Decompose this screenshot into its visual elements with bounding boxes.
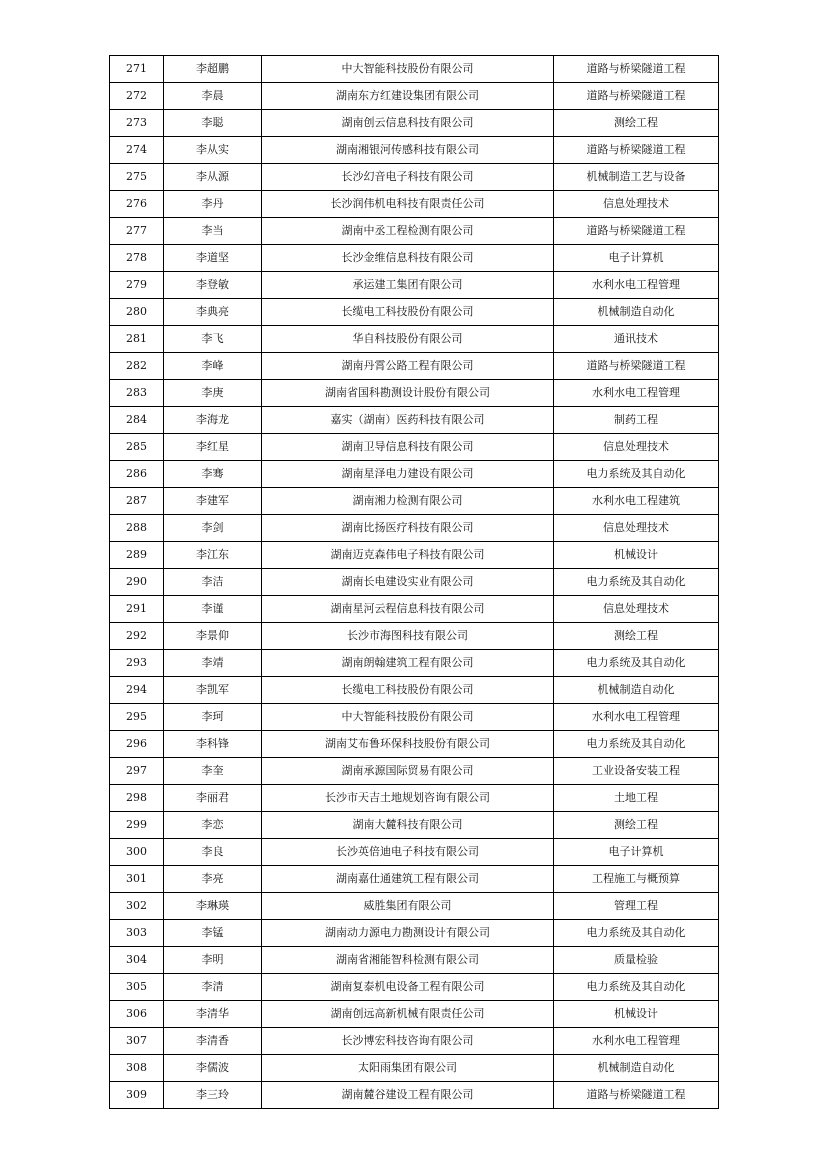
row-number-cell: 285 xyxy=(110,434,164,461)
row-number-cell: 289 xyxy=(110,542,164,569)
company-name-cell: 长沙市海图科技有限公司 xyxy=(262,623,554,650)
major-cell: 信息处理技术 xyxy=(554,191,719,218)
major-cell: 道路与桥梁隧道工程 xyxy=(554,218,719,245)
person-name-cell: 李丽君 xyxy=(164,785,262,812)
company-name-cell: 湖南星泽电力建设有限公司 xyxy=(262,461,554,488)
table-row xyxy=(110,569,719,596)
company-name-cell: 长缆电工科技股份有限公司 xyxy=(262,299,554,326)
row-number-cell: 291 xyxy=(110,596,164,623)
person-name-cell: 李琳瑛 xyxy=(164,893,262,920)
row-number-cell: 296 xyxy=(110,731,164,758)
major-cell: 测绘工程 xyxy=(554,623,719,650)
company-name-cell: 湖南湘银河传感科技有限公司 xyxy=(262,137,554,164)
company-name-cell: 长沙市天吉土地规划咨询有限公司 xyxy=(262,785,554,812)
person-name-cell: 李道坚 xyxy=(164,245,262,272)
person-name-cell: 李靖 xyxy=(164,650,262,677)
table-row xyxy=(110,893,719,920)
person-name-cell: 李景仰 xyxy=(164,623,262,650)
company-name-cell: 湖南省国科勘测设计股份有限公司 xyxy=(262,380,554,407)
table-row xyxy=(110,677,719,704)
row-number-cell: 288 xyxy=(110,515,164,542)
person-name-cell: 李明 xyxy=(164,947,262,974)
person-name-cell: 李珂 xyxy=(164,704,262,731)
person-name-cell: 李清 xyxy=(164,974,262,1001)
company-name-cell: 长沙英倍迪电子科技有限公司 xyxy=(262,839,554,866)
person-name-cell: 李骞 xyxy=(164,461,262,488)
row-number-cell: 283 xyxy=(110,380,164,407)
row-number-cell: 282 xyxy=(110,353,164,380)
row-number-cell: 293 xyxy=(110,650,164,677)
company-name-cell: 湖南丹霄公路工程有限公司 xyxy=(262,353,554,380)
table-row xyxy=(110,1001,719,1028)
row-number-cell: 304 xyxy=(110,947,164,974)
major-cell: 电力系统及其自动化 xyxy=(554,461,719,488)
row-number-cell: 280 xyxy=(110,299,164,326)
major-cell: 信息处理技术 xyxy=(554,515,719,542)
company-name-cell: 湖南湘力检测有限公司 xyxy=(262,488,554,515)
row-number-cell: 292 xyxy=(110,623,164,650)
company-name-cell: 长沙幻音电子科技有限公司 xyxy=(262,164,554,191)
row-number-cell: 273 xyxy=(110,110,164,137)
row-number-cell: 299 xyxy=(110,812,164,839)
person-name-cell: 李儒波 xyxy=(164,1055,262,1082)
company-name-cell: 湖南动力源电力勘测设计有限公司 xyxy=(262,920,554,947)
row-number-cell: 306 xyxy=(110,1001,164,1028)
major-cell: 电子计算机 xyxy=(554,839,719,866)
major-cell: 质量检验 xyxy=(554,947,719,974)
major-cell: 电力系统及其自动化 xyxy=(554,731,719,758)
company-name-cell: 湖南艾布鲁环保科技股份有限公司 xyxy=(262,731,554,758)
company-name-cell: 湖南迈克森伟电子科技有限公司 xyxy=(262,542,554,569)
table-row xyxy=(110,488,719,515)
person-name-cell: 李红星 xyxy=(164,434,262,461)
company-name-cell: 湖南中丞工程检测有限公司 xyxy=(262,218,554,245)
table-row xyxy=(110,434,719,461)
major-cell: 水利水电工程管理 xyxy=(554,704,719,731)
company-name-cell: 太阳雨集团有限公司 xyxy=(262,1055,554,1082)
major-cell: 电力系统及其自动化 xyxy=(554,650,719,677)
major-cell: 管理工程 xyxy=(554,893,719,920)
company-name-cell: 嘉实（湖南）医药科技有限公司 xyxy=(262,407,554,434)
row-number-cell: 294 xyxy=(110,677,164,704)
major-cell: 机械制造工艺与设备 xyxy=(554,164,719,191)
row-number-cell: 275 xyxy=(110,164,164,191)
major-cell: 水利水电工程管理 xyxy=(554,1028,719,1055)
person-name-cell: 李飞 xyxy=(164,326,262,353)
table-row xyxy=(110,812,719,839)
major-cell: 通讯技术 xyxy=(554,326,719,353)
company-name-cell: 湖南麓谷建设工程有限公司 xyxy=(262,1082,554,1109)
roster-table-body xyxy=(110,56,719,1109)
major-cell: 测绘工程 xyxy=(554,110,719,137)
major-cell: 电子计算机 xyxy=(554,245,719,272)
row-number-cell: 276 xyxy=(110,191,164,218)
person-name-cell: 李江东 xyxy=(164,542,262,569)
company-name-cell: 长沙博宏科技咨询有限公司 xyxy=(262,1028,554,1055)
major-cell: 道路与桥梁隧道工程 xyxy=(554,353,719,380)
person-name-cell: 李登敏 xyxy=(164,272,262,299)
row-number-cell: 281 xyxy=(110,326,164,353)
table-row xyxy=(110,947,719,974)
row-number-cell: 286 xyxy=(110,461,164,488)
company-name-cell: 中大智能科技股份有限公司 xyxy=(262,56,554,83)
table-row xyxy=(110,758,719,785)
table-row xyxy=(110,704,719,731)
person-name-cell: 李凯军 xyxy=(164,677,262,704)
row-number-cell: 300 xyxy=(110,839,164,866)
major-cell: 水利水电工程管理 xyxy=(554,380,719,407)
person-name-cell: 李谨 xyxy=(164,596,262,623)
row-number-cell: 274 xyxy=(110,137,164,164)
company-name-cell: 承运建工集团有限公司 xyxy=(262,272,554,299)
company-name-cell: 长缆电工科技股份有限公司 xyxy=(262,677,554,704)
company-name-cell: 湖南复泰机电设备工程有限公司 xyxy=(262,974,554,1001)
table-row xyxy=(110,191,719,218)
person-name-cell: 李剑 xyxy=(164,515,262,542)
major-cell: 制药工程 xyxy=(554,407,719,434)
major-cell: 机械制造自动化 xyxy=(554,677,719,704)
table-row xyxy=(110,596,719,623)
table-row xyxy=(110,1082,719,1109)
major-cell: 电力系统及其自动化 xyxy=(554,920,719,947)
table-row xyxy=(110,650,719,677)
roster-table xyxy=(109,55,719,1109)
major-cell: 机械制造自动化 xyxy=(554,299,719,326)
row-number-cell: 307 xyxy=(110,1028,164,1055)
table-row xyxy=(110,272,719,299)
company-name-cell: 湖南星河云程信息科技有限公司 xyxy=(262,596,554,623)
person-name-cell: 李庚 xyxy=(164,380,262,407)
table-row xyxy=(110,164,719,191)
table-row xyxy=(110,407,719,434)
major-cell: 工程施工与概预算 xyxy=(554,866,719,893)
table-row xyxy=(110,380,719,407)
major-cell: 电力系统及其自动化 xyxy=(554,974,719,1001)
row-number-cell: 303 xyxy=(110,920,164,947)
company-name-cell: 湖南卫导信息科技有限公司 xyxy=(262,434,554,461)
row-number-cell: 284 xyxy=(110,407,164,434)
table-row xyxy=(110,353,719,380)
person-name-cell: 李锰 xyxy=(164,920,262,947)
major-cell: 工业设备安装工程 xyxy=(554,758,719,785)
company-name-cell: 中大智能科技股份有限公司 xyxy=(262,704,554,731)
person-name-cell: 李晨 xyxy=(164,83,262,110)
person-name-cell: 李三玲 xyxy=(164,1082,262,1109)
table-row xyxy=(110,299,719,326)
person-name-cell: 李超鹏 xyxy=(164,56,262,83)
table-row xyxy=(110,731,719,758)
company-name-cell: 湖南创云信息科技有限公司 xyxy=(262,110,554,137)
person-name-cell: 李海龙 xyxy=(164,407,262,434)
major-cell: 机械设计 xyxy=(554,542,719,569)
row-number-cell: 308 xyxy=(110,1055,164,1082)
major-cell: 道路与桥梁隧道工程 xyxy=(554,1082,719,1109)
row-number-cell: 271 xyxy=(110,56,164,83)
company-name-cell: 湖南大麓科技有限公司 xyxy=(262,812,554,839)
person-name-cell: 李清华 xyxy=(164,1001,262,1028)
company-name-cell: 湖南承源国际贸易有限公司 xyxy=(262,758,554,785)
person-name-cell: 李从源 xyxy=(164,164,262,191)
person-name-cell: 李峰 xyxy=(164,353,262,380)
company-name-cell: 湖南朗翰建筑工程有限公司 xyxy=(262,650,554,677)
person-name-cell: 李当 xyxy=(164,218,262,245)
company-name-cell: 湖南嘉仕通建筑工程有限公司 xyxy=(262,866,554,893)
row-number-cell: 295 xyxy=(110,704,164,731)
row-number-cell: 297 xyxy=(110,758,164,785)
table-row xyxy=(110,137,719,164)
company-name-cell: 长沙金维信息科技有限公司 xyxy=(262,245,554,272)
row-number-cell: 305 xyxy=(110,974,164,1001)
table-row xyxy=(110,515,719,542)
person-name-cell: 李恋 xyxy=(164,812,262,839)
major-cell: 道路与桥梁隧道工程 xyxy=(554,83,719,110)
table-row xyxy=(110,218,719,245)
person-name-cell: 李亮 xyxy=(164,866,262,893)
major-cell: 道路与桥梁隧道工程 xyxy=(554,56,719,83)
person-name-cell: 李从实 xyxy=(164,137,262,164)
table-row xyxy=(110,785,719,812)
row-number-cell: 277 xyxy=(110,218,164,245)
table-row xyxy=(110,866,719,893)
row-number-cell: 278 xyxy=(110,245,164,272)
major-cell: 测绘工程 xyxy=(554,812,719,839)
major-cell: 机械制造自动化 xyxy=(554,1055,719,1082)
major-cell: 土地工程 xyxy=(554,785,719,812)
table-row xyxy=(110,542,719,569)
person-name-cell: 李洁 xyxy=(164,569,262,596)
major-cell: 电力系统及其自动化 xyxy=(554,569,719,596)
table-row xyxy=(110,920,719,947)
person-name-cell: 李典亮 xyxy=(164,299,262,326)
row-number-cell: 302 xyxy=(110,893,164,920)
person-name-cell: 李良 xyxy=(164,839,262,866)
row-number-cell: 287 xyxy=(110,488,164,515)
row-number-cell: 279 xyxy=(110,272,164,299)
person-name-cell: 李聪 xyxy=(164,110,262,137)
major-cell: 水利水电工程建筑 xyxy=(554,488,719,515)
company-name-cell: 华自科技股份有限公司 xyxy=(262,326,554,353)
person-name-cell: 李清香 xyxy=(164,1028,262,1055)
company-name-cell: 湖南创远高新机械有限责任公司 xyxy=(262,1001,554,1028)
table-row xyxy=(110,1055,719,1082)
table-row xyxy=(110,839,719,866)
major-cell: 水利水电工程管理 xyxy=(554,272,719,299)
company-name-cell: 湖南比扬医疗科技有限公司 xyxy=(262,515,554,542)
table-row xyxy=(110,326,719,353)
major-cell: 机械设计 xyxy=(554,1001,719,1028)
row-number-cell: 309 xyxy=(110,1082,164,1109)
table-row xyxy=(110,1028,719,1055)
major-cell: 信息处理技术 xyxy=(554,596,719,623)
table-row xyxy=(110,623,719,650)
table-row xyxy=(110,974,719,1001)
company-name-cell: 湖南省湘能智科检测有限公司 xyxy=(262,947,554,974)
table-row xyxy=(110,56,719,83)
row-number-cell: 290 xyxy=(110,569,164,596)
table-row xyxy=(110,110,719,137)
company-name-cell: 威胜集团有限公司 xyxy=(262,893,554,920)
person-name-cell: 李科锋 xyxy=(164,731,262,758)
company-name-cell: 湖南长电建设实业有限公司 xyxy=(262,569,554,596)
row-number-cell: 298 xyxy=(110,785,164,812)
table-row xyxy=(110,461,719,488)
person-name-cell: 李丹 xyxy=(164,191,262,218)
major-cell: 信息处理技术 xyxy=(554,434,719,461)
person-name-cell: 李奎 xyxy=(164,758,262,785)
person-name-cell: 李建军 xyxy=(164,488,262,515)
company-name-cell: 长沙润伟机电科技有限责任公司 xyxy=(262,191,554,218)
row-number-cell: 272 xyxy=(110,83,164,110)
table-row xyxy=(110,83,719,110)
table-row xyxy=(110,245,719,272)
row-number-cell: 301 xyxy=(110,866,164,893)
major-cell: 道路与桥梁隧道工程 xyxy=(554,137,719,164)
company-name-cell: 湖南东方红建设集团有限公司 xyxy=(262,83,554,110)
